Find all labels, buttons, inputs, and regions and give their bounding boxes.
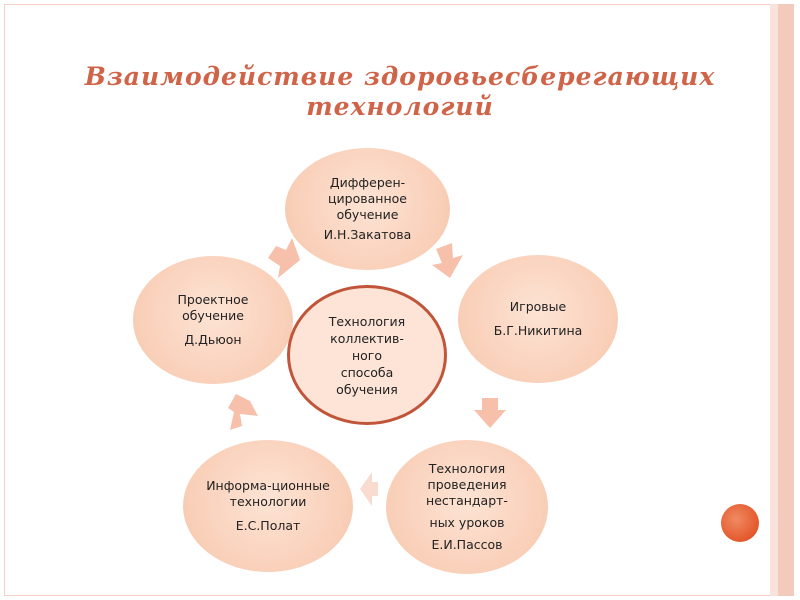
- arrow-5: [268, 238, 300, 278]
- node-line: цированное: [328, 191, 407, 206]
- node-line: Информа-ционные: [206, 478, 330, 493]
- slide-title: Взаимодействие здоровьесберегающих технологий: [84, 62, 716, 121]
- node-author: И.Н.Закатова: [323, 227, 412, 242]
- node-line: Дифферен-: [329, 175, 406, 190]
- node-information-technologies: [183, 440, 353, 572]
- arrow-2: [474, 398, 506, 428]
- node-project-learning: [133, 256, 293, 384]
- arrow-1: [432, 243, 463, 278]
- node-author: Д.Дьюон: [184, 332, 242, 347]
- center-line: ного: [351, 347, 383, 363]
- node-line: обучение: [336, 207, 399, 222]
- center-line: обучения: [336, 381, 398, 397]
- node-line: Технология: [428, 461, 506, 476]
- arrow-3: [360, 472, 378, 506]
- node-line: проведения: [427, 477, 507, 492]
- node-line: Проектное: [177, 292, 249, 307]
- accent-dot: [721, 504, 759, 542]
- node-author: Е.И.Пассов: [431, 537, 503, 552]
- center-line: Технология: [328, 313, 406, 329]
- node-author: Б.Г.Никитина: [493, 323, 583, 338]
- node-line: нестандарт-: [426, 493, 508, 508]
- node-author: Е.С.Полат: [235, 518, 301, 533]
- center-collective-learning: [287, 285, 447, 425]
- arrow-4: [228, 394, 258, 430]
- center-line: коллектив-: [330, 330, 404, 346]
- node-game-learning: [458, 255, 618, 383]
- node-line: технологии: [229, 494, 307, 509]
- center-line: способа: [340, 364, 394, 380]
- node-nonstandard-lessons: [386, 440, 548, 574]
- node-differentiated-learning: [285, 148, 450, 270]
- node-line: Игровые: [509, 299, 567, 314]
- node-line: обучение: [182, 308, 244, 323]
- node-line: ных уроков: [429, 515, 505, 530]
